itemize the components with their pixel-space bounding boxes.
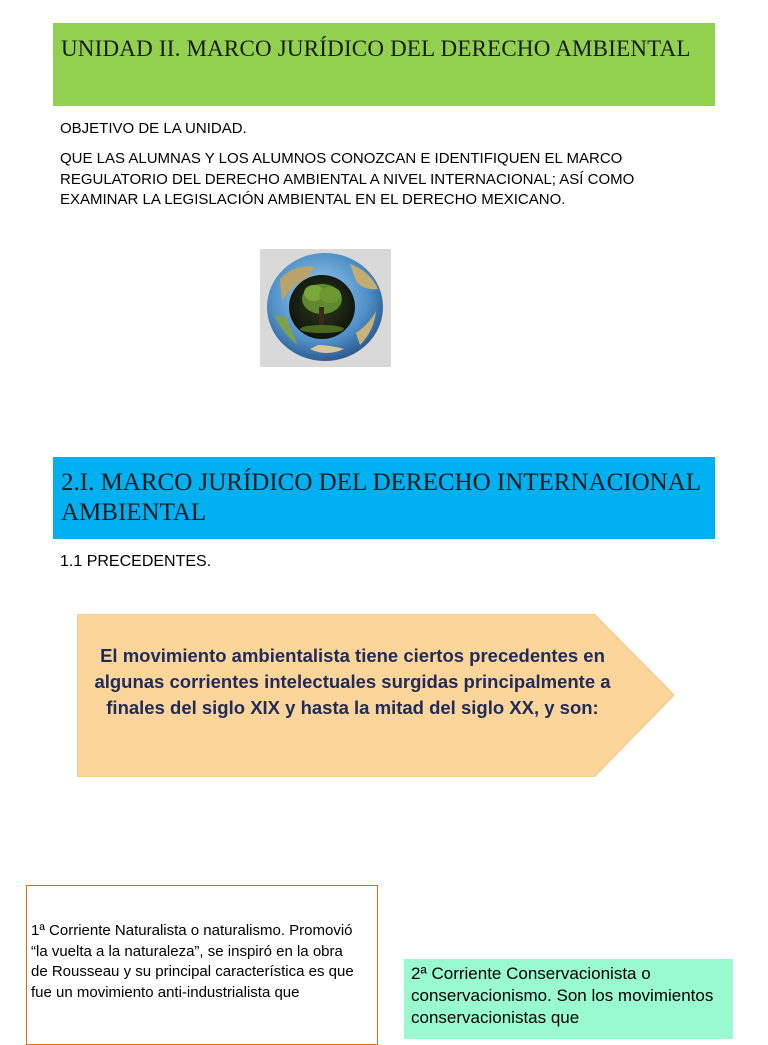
conservationism-text: 2ª Corriente Conservacionista o conservacionismo. Son los movimientos conservacionistas que xyxy=(411,964,714,1027)
section-title: 2.I. MARCO JURÍDICO DEL DERECHO INTERNACIONAL AMBIENTAL xyxy=(61,469,701,526)
globe-tree-image xyxy=(260,249,391,367)
unit-title: UNIDAD II. MARCO JURÍDICO DEL DERECHO AMBIENTAL xyxy=(61,36,691,61)
naturalism-text: 1ª Corriente Naturalista o naturalismo. Promovió “la vuelta a la naturaleza”, se inspiró en la obra de Rousseau y su principal característica es que fue un movimiento anti-industrialista que xyxy=(31,922,354,1001)
section-title-banner xyxy=(53,457,715,539)
unit-title-banner xyxy=(53,23,715,106)
subsection-heading: 1.1 PRECEDENTES. xyxy=(60,553,212,570)
callout-text: El movimiento ambientalista tiene ciertos precedentes en algunas corrientes intelectuales surgidas principalmente a finales del siglo XIX y hasta la mitad del siglo XX, y son: xyxy=(94,645,611,718)
globe-icon xyxy=(260,249,391,367)
objective-text: QUE LAS ALUMNAS Y LOS ALUMNOS CONOZCAN E IDENTIFIQUEN EL MARCO REGULATORIO DEL DERECHO AMBIENTAL A NIVEL INTERNACIONAL; ASÍ COMO EXAMINAR LA LEGISLACIÓN AMBIENTAL EN EL DERECHO MEXICANO. xyxy=(60,150,635,208)
objective-label: OBJETIVO DE LA UNIDAD. xyxy=(60,120,247,137)
